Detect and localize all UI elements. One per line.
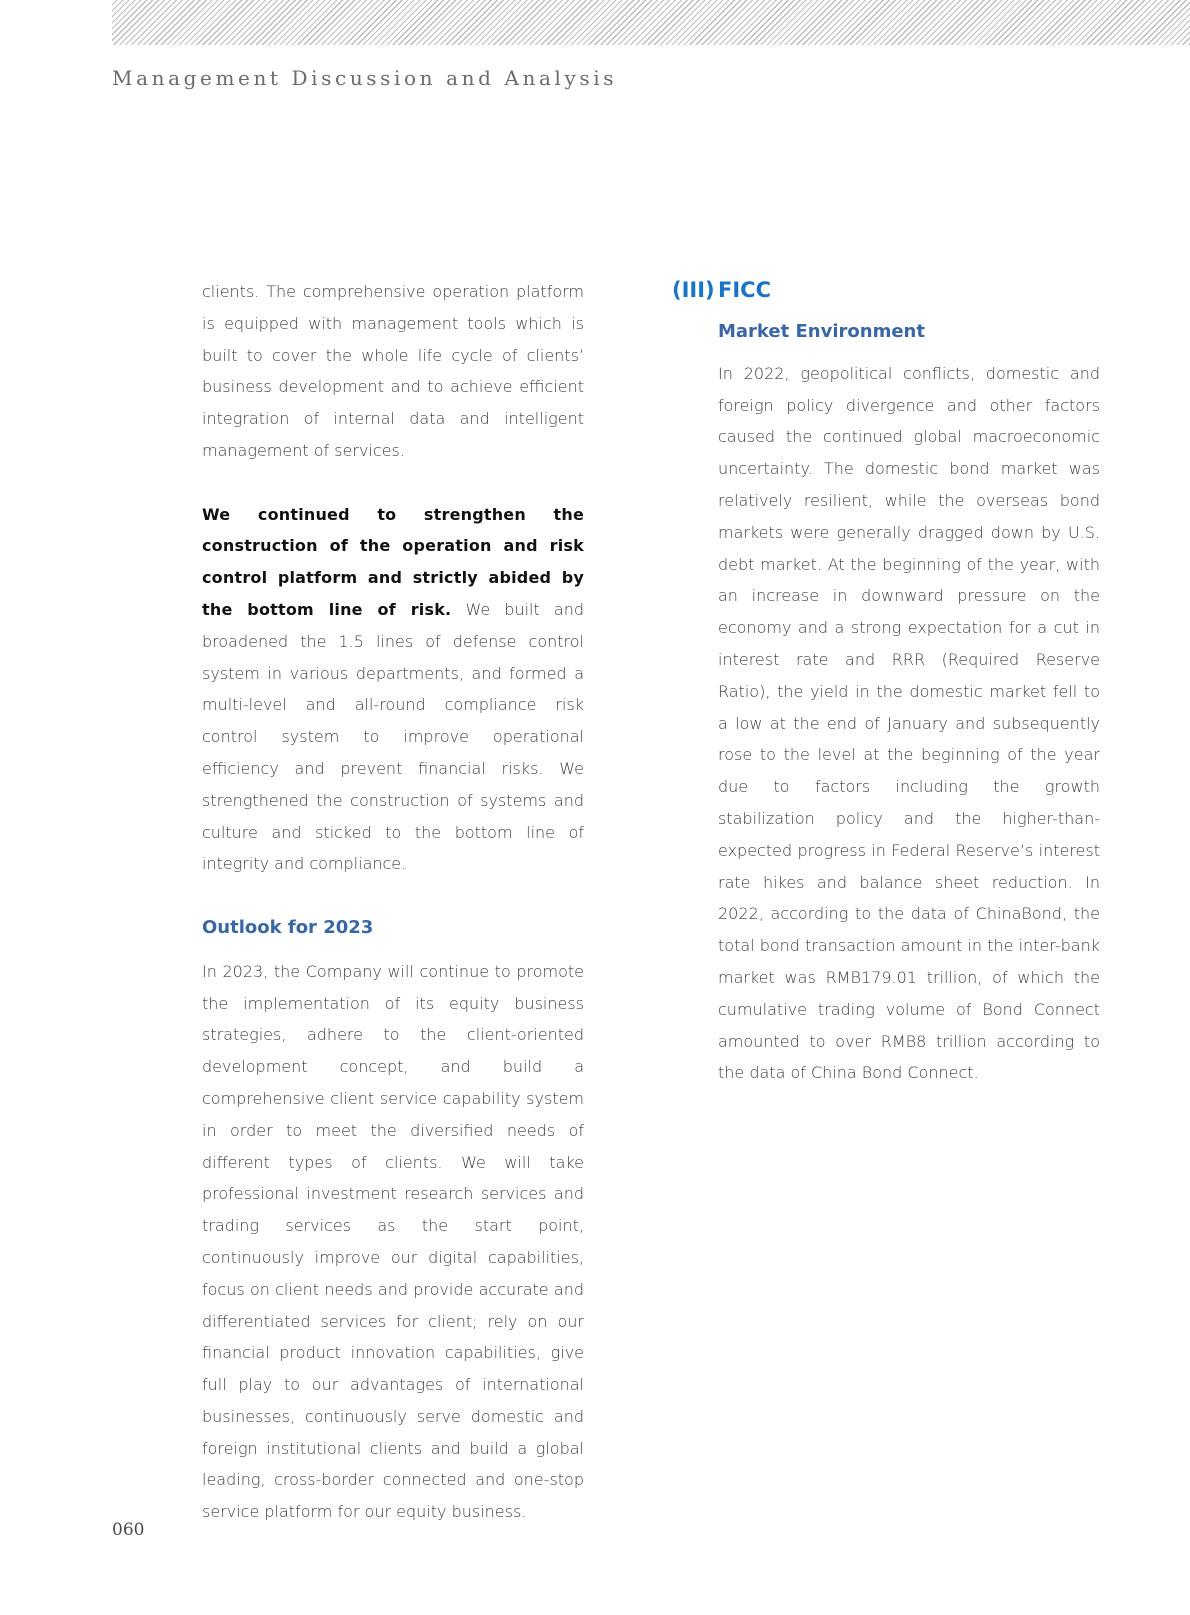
section-body xyxy=(718,316,1100,1089)
body-paragraph-risk-control xyxy=(202,499,584,881)
page-number: 060 xyxy=(112,1520,145,1540)
heading-spacer xyxy=(718,348,1100,358)
running-header-title: Management Discussion and Analysis xyxy=(112,66,618,90)
section-number: (III) xyxy=(672,278,715,302)
left-column xyxy=(202,276,584,1528)
bold-lead-sentence: We continued to strengthen the construction of the operation and risk control platform and strictly abided by the bottom line of risk. xyxy=(202,504,584,619)
outlook-heading: Outlook for 2023 xyxy=(202,916,374,938)
paragraph-spacer xyxy=(202,880,584,912)
section-title: FICC xyxy=(718,278,771,302)
body-paragraph-market: In 2022, geopolitical conflicts, domestic and foreign policy divergence and other factors caused the continued global macroeconomic uncertainty. The domestic bond market was relatively resilient, while the overseas bond markets were generally dragged down by U.S. debt market. At the beginning of the year, with an increase in downward pressure on the economy and a strong expectation for a cut in interest rate and RRR (Required Reserve Ratio), the yield in the domestic market fell to a low at the end of January and subsequently rose to the level at the beginning of the year due to factors including the growth stabilization policy and the higher-than-expected progress in Federal Reserve’s interest rate hikes and balance sheet reduction. In 2022, according to the data of ChinaBond, the total bond transaction amount in the inter-bank market was RMB179.01 trillion, of which the cumulative trading volume of Bond Connect amounted to over RMB8 trillion according to the data of China Bond Connect. xyxy=(718,363,1100,1083)
market-environment-heading: Market Environment xyxy=(718,321,925,342)
body-paragraph-outlook: In 2023, the Company will continue to promote the implementation of its equity business strategies, adhere to the client-oriented development concept, and build a comprehensive client service capability system in order to meet the diversified needs of different types of clients. We will take professional investment research services and trading services as the start point, continuously improve our digital capabilities, focus on client needs and provide accurate and differentiated services for client; rely on our financial product innovation capabilities, give full play to our advantages of international businesses, continuously serve domestic and foreign institutional clients and build a global leading, cross-border connected and one-stop service platform for our equity business. xyxy=(202,961,584,1522)
paragraph-text: We built and broadened the 1.5 lines of defense control system in various departments, and formed a multi-level and all-round compliance risk control system to improve operational efficiency and prevent financial risks. We strengthened the construction of systems and culture and sticked to the bottom line of integrity and compliance. xyxy=(202,599,584,874)
section-heading xyxy=(672,276,1100,304)
body-paragraph-platform: clients. The comprehensive operation platform is equipped with management tools which is built to cover the whole life cycle of clients’ business development and to achieve efficient integration of internal data and intelligent management of services. xyxy=(202,282,584,460)
heading-spacer xyxy=(672,304,1100,316)
right-column xyxy=(672,276,1100,1089)
decorative-hatch-band xyxy=(112,0,1190,45)
paragraph-spacer xyxy=(202,467,584,499)
heading-spacer xyxy=(202,944,584,956)
